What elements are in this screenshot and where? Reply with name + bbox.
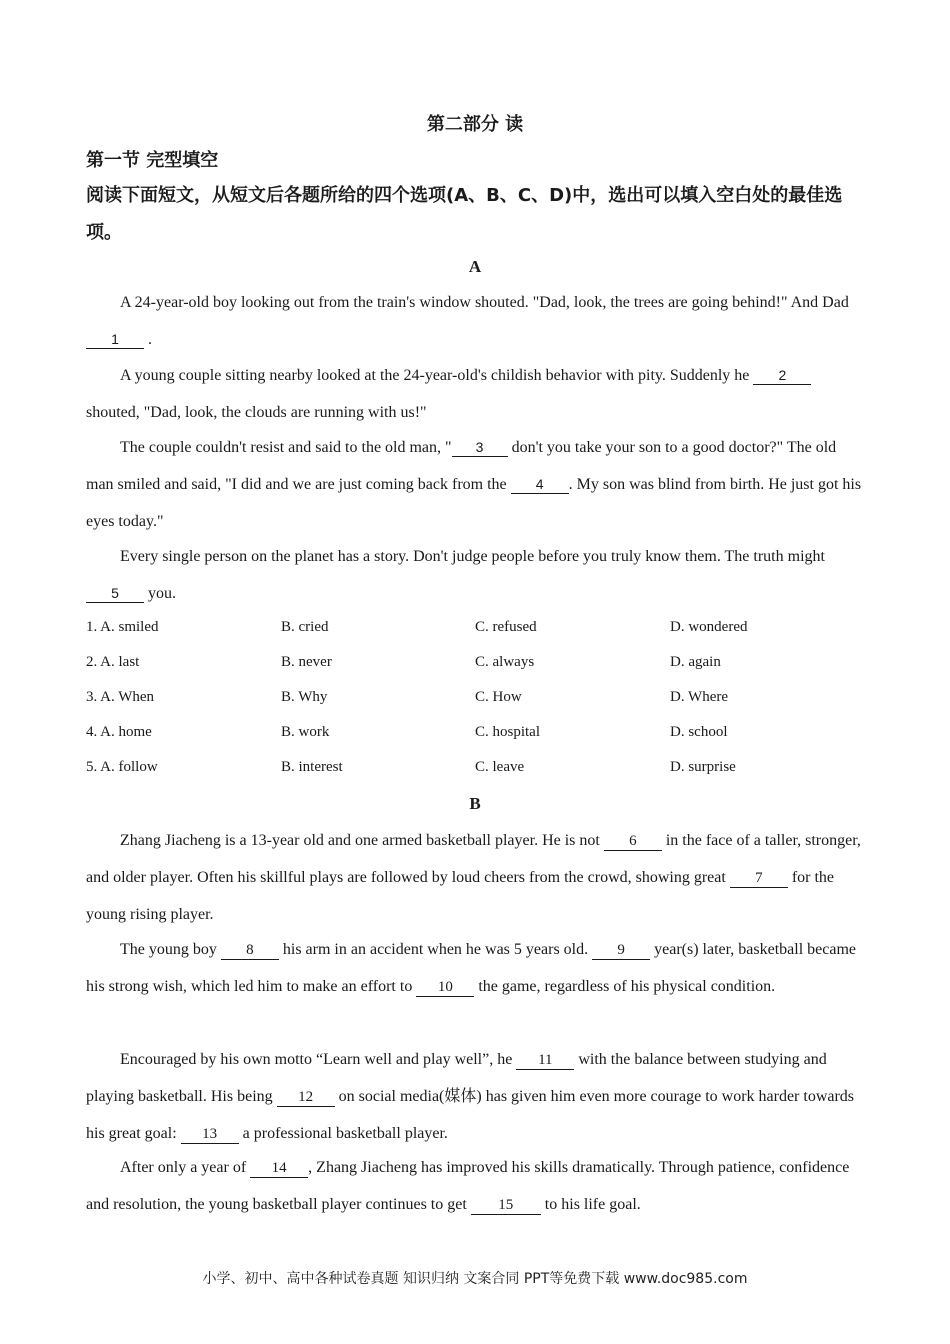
blank-2[interactable]: 2 (753, 366, 811, 385)
question-3-options (86, 689, 866, 711)
blank-12[interactable]: 12 (277, 1088, 335, 1107)
option-2b[interactable]: B. never (281, 654, 332, 670)
blank-11[interactable]: 11 (516, 1051, 574, 1070)
option-1b[interactable]: B. cried (281, 619, 329, 635)
section-title: 第一节 完型填空 (86, 150, 219, 171)
option-2c[interactable]: C. always (475, 654, 535, 670)
blank-14[interactable]: 14 (250, 1159, 308, 1178)
passage-b-label: B (469, 794, 481, 813)
option-4a[interactable]: 4. A. home (86, 724, 152, 740)
option-1d[interactable]: D. wondered (670, 619, 748, 635)
blank-8[interactable]: 8 (221, 941, 279, 960)
option-2d[interactable]: D. again (670, 654, 721, 670)
blank-3[interactable]: 3 (452, 438, 508, 457)
option-2a[interactable]: 2. A. last (86, 654, 140, 670)
blank-7[interactable]: 7 (730, 869, 788, 888)
page-footer: 小学、初中、高中各种试卷真题 知识归纳 文案合同 PPT等免费下载 www.doc985.com (202, 1271, 748, 1287)
blank-9[interactable]: 9 (592, 941, 650, 960)
question-5-options (86, 759, 866, 781)
question-1-options (86, 619, 866, 641)
question-4-options (86, 724, 866, 746)
passage-a-paragraph-2: A young couple sitting nearby looked at the 24-year-old's childish behavior with pity. Suddenly he 2 shouted, "Dad, look, the clouds are running with us!" (86, 357, 866, 431)
option-3d[interactable]: D. Where (670, 689, 729, 705)
blank-1[interactable]: 1 (86, 330, 144, 349)
option-3a[interactable]: 3. A. When (86, 689, 155, 705)
blank-4[interactable]: 4 (511, 475, 569, 494)
option-5b[interactable]: B. interest (281, 759, 343, 775)
option-4c[interactable]: C. hospital (475, 724, 541, 740)
option-3b[interactable]: B. Why (281, 689, 328, 705)
passage-a-paragraph-1: A 24-year-old boy looking out from the train's window shouted. "Dad, look, the trees are going behind!" And Dad 1 . (86, 284, 866, 358)
passage-a-paragraph-4: Every single person on the planet has a story. Don't judge people before you truly know them. The truth might 5 you. (86, 538, 866, 612)
option-4d[interactable]: D. school (670, 724, 728, 740)
option-4b[interactable]: B. work (281, 724, 330, 740)
passage-b-paragraph-4: After only a year of 14 , Zhang Jiacheng has improved his skills dramatically. Through patience, confidence and resolution, the young basketball player continues to get 15 to his life goal. (86, 1159, 850, 1213)
blank-13[interactable]: 13 (181, 1125, 239, 1144)
passage-a-label: A (468, 257, 482, 276)
blank-10[interactable]: 10 (416, 978, 474, 997)
option-5d[interactable]: D. surprise (670, 759, 736, 775)
option-5c[interactable]: C. leave (475, 759, 525, 775)
option-1c[interactable]: C. refused (475, 619, 537, 635)
question-2-options (86, 654, 866, 676)
option-1a[interactable]: 1. A. smiled (86, 619, 159, 635)
passage-a-paragraph-3: The couple couldn't resist and said to the old man, " 3 don't you take your son to a good doctor?" The old man smiled and said, "I did and we are just coming back from the 4 . My son was blind from birth. He just got his eyes today." (86, 439, 862, 530)
part-title: 第二部分 读 (426, 114, 524, 135)
blank-15[interactable]: 15 (471, 1196, 541, 1215)
instruction-text: 阅读下面短文，从短文后各题所给的四个选项(A、B、C、D)中，选出可以填入空白处的最佳选项。 (86, 185, 843, 243)
blank-6[interactable]: 6 (604, 832, 662, 851)
option-5a[interactable]: 5. A. follow (86, 759, 158, 775)
passage-b-paragraph-3: Encouraged by his own motto “Learn well and play well”, he 11 with the balance between studying and playing basketball. His being 12 on social media(媒体) has given him even more courage to work harder towards his great goal: 13 a professional basketball player. (86, 1051, 855, 1142)
passage-b-paragraph-1: Zhang Jiacheng is a 13-year old and one armed basketball player. He is not 6 in the face of a taller, stronger, and older player. Often his skillful plays are followed by loud cheers from the crowd, showing great 7 for the young rising player. (86, 832, 861, 923)
passage-b-paragraph-2: The young boy 8 his arm in an accident when he was 5 years old. 9 year(s) later, basketball became his strong wish, which led him to make an effort to 10 the game, regardless of his physical condition. (86, 941, 857, 995)
blank-5[interactable]: 5 (86, 584, 144, 603)
option-3c[interactable]: C. How (475, 689, 522, 705)
